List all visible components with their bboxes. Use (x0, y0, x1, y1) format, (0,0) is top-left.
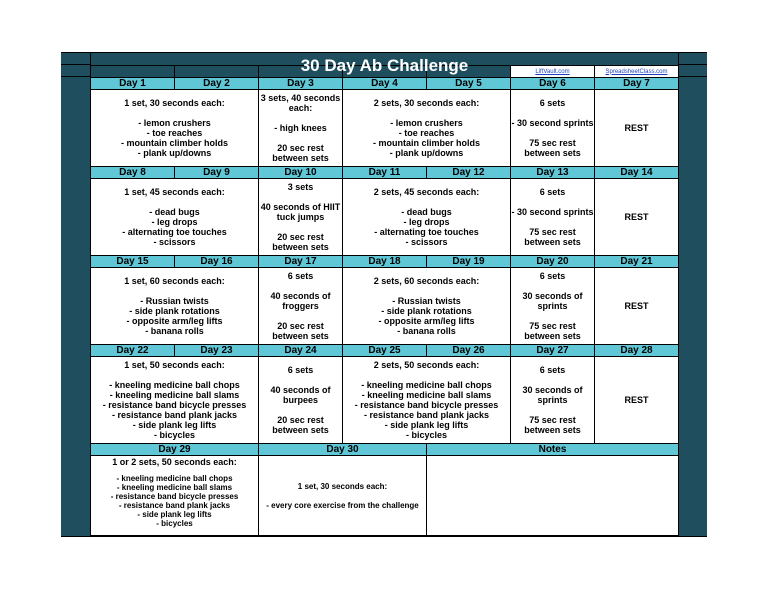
margin-gridline (678, 76, 707, 77)
exercise: - resistance band bicycle presses (110, 492, 239, 501)
liftvault-link[interactable]: LiftVault.com (535, 68, 570, 75)
sprint-cell (511, 90, 595, 167)
day-header: Day 29 (91, 444, 259, 456)
hiit-exercise: 40 seconds of burpees (270, 385, 331, 405)
rest-cell: REST (595, 179, 679, 256)
day-header: Day 24 (259, 345, 343, 357)
link-cell (511, 66, 595, 78)
notes-area[interactable] (427, 456, 679, 536)
day-header: Day 4 (343, 78, 427, 90)
margin-gridline (61, 76, 90, 77)
hiit-rest: 20 sec rest between sets (272, 232, 329, 252)
exercise: - bicycles (156, 519, 193, 528)
exercise: - lemon crushers (390, 118, 463, 128)
day-header: Day 15 (91, 256, 175, 268)
day-header: Day 14 (595, 167, 679, 179)
exercise: - plank up/downs (137, 148, 212, 158)
workout-cell (91, 179, 259, 256)
workout-intro: 1 set, 30 seconds each: (297, 481, 388, 491)
right-margin-band (678, 52, 707, 536)
workout-cell (343, 357, 511, 444)
notes-header: Notes (427, 444, 679, 456)
rest-cell: REST (595, 268, 679, 345)
hiit-cell (259, 268, 343, 345)
hiit-rest: 20 sec rest between sets (272, 321, 329, 341)
day-header: Day 20 (511, 256, 595, 268)
sprint-sets: 6 sets (539, 365, 566, 375)
exercise: - kneeling medicine ball slams (116, 483, 233, 492)
sprint-rest: 75 sec rest between sets (524, 321, 581, 341)
hiit-cell (259, 179, 343, 256)
exercise: - kneeling medicine ball chops (361, 380, 492, 390)
day-header: Day 18 (343, 256, 427, 268)
left-margin-band (61, 52, 90, 536)
exercise: - scissors (405, 237, 448, 247)
day-header: Day 1 (91, 78, 175, 90)
hiit-sets: 3 sets, 40 seconds each: (260, 93, 341, 113)
challenge-table (90, 52, 679, 536)
workout-cell (343, 268, 511, 345)
sprint-exercise: 30 seconds of sprints (522, 291, 583, 311)
day-header: Day 2 (175, 78, 259, 90)
day-header: Day 22 (91, 345, 175, 357)
exercise: - resistance band plank jacks (111, 410, 238, 420)
hiit-cell (259, 357, 343, 444)
rest-cell: REST (595, 90, 679, 167)
bottom-border (61, 536, 707, 537)
workout-cell (343, 179, 511, 256)
day-header: Day 8 (91, 167, 175, 179)
exercise: - resistance band bicycle presses (102, 400, 247, 410)
hiit-exercise: - high knees (274, 123, 327, 133)
exercise: - leg drops (151, 217, 198, 227)
day-header: Day 26 (427, 345, 511, 357)
exercise: - banana rolls (397, 326, 456, 336)
hiit-cell (259, 90, 343, 167)
link-cell (595, 66, 679, 78)
title-cell (91, 53, 679, 66)
workout-cell (91, 90, 259, 167)
sprint-exercise: 30 seconds of sprints (522, 385, 583, 405)
hiit-rest: 20 sec rest between sets (272, 415, 329, 435)
exercise: - side plank leg lifts (384, 420, 469, 430)
exercise: - kneeling medicine ball slams (361, 390, 492, 400)
exercise: - banana rolls (145, 326, 204, 336)
hiit-sets: 6 sets (287, 365, 314, 375)
hiit-sets: 6 sets (287, 271, 314, 281)
day-header: Day 23 (175, 345, 259, 357)
exercise: - bicycles (153, 430, 196, 440)
exercise: - every core exercise from the challenge (266, 500, 419, 510)
day-header: Day 30 (259, 444, 427, 456)
workout-cell (91, 357, 259, 444)
workout-cell (91, 268, 259, 345)
day-header: Day 9 (175, 167, 259, 179)
hiit-rest: 20 sec rest between sets (272, 143, 329, 163)
sprint-cell (511, 179, 595, 256)
hiit-sets: 3 sets (287, 182, 314, 192)
exercise: - kneeling medicine ball chops (116, 474, 233, 483)
rest-cell: REST (595, 357, 679, 444)
sprint-rest: 75 sec rest between sets (524, 227, 581, 247)
sprint-rest: 75 sec rest between sets (524, 415, 581, 435)
sprint-cell (511, 268, 595, 345)
exercise: - dead bugs (401, 207, 452, 217)
hiit-exercise: 40 seconds of froggers (270, 291, 331, 311)
exercise: - opposite arm/leg lifts (126, 316, 223, 326)
exercise: - resistance band bicycle presses (354, 400, 499, 410)
sprint-sets: 6 sets (539, 187, 566, 197)
day-header: Day 17 (259, 256, 343, 268)
exercise: - Russian twists (140, 296, 209, 306)
exercise: - kneeling medicine ball slams (109, 390, 240, 400)
day-header: Day 28 (595, 345, 679, 357)
day-header: Day 13 (511, 167, 595, 179)
sprint-exercise: - 30 second sprints (511, 118, 594, 128)
margin-gridline (678, 64, 707, 65)
workout-intro: 1 set, 50 seconds each: (124, 360, 225, 370)
workout-intro: 1 set, 30 seconds each: (124, 98, 225, 108)
workout-intro: 1 or 2 sets, 50 seconds each: (112, 457, 237, 467)
exercise: - side plank rotations (381, 306, 472, 316)
day-header: Day 12 (427, 167, 511, 179)
sprint-rest: 75 sec rest between sets (524, 138, 581, 158)
sprint-sets: 6 sets (539, 271, 566, 281)
day-header: Day 25 (343, 345, 427, 357)
exercise: - bicycles (405, 430, 448, 440)
exercise: - opposite arm/leg lifts (378, 316, 475, 326)
exercise: - toe reaches (146, 128, 203, 138)
day-header: Day 19 (427, 256, 511, 268)
workout-intro: 1 set, 60 seconds each: (124, 276, 225, 286)
day-header: Day 21 (595, 256, 679, 268)
day-header: Day 10 (259, 167, 343, 179)
day-header: Day 7 (595, 78, 679, 90)
day-header: Day 27 (511, 345, 595, 357)
exercise: - side plank leg lifts (137, 510, 212, 519)
day-header: Day 3 (259, 78, 343, 90)
exercise: - leg drops (403, 217, 450, 227)
workout-intro: 1 set, 45 seconds each: (124, 187, 225, 197)
exercise: - resistance band plank jacks (363, 410, 490, 420)
exercise: - lemon crushers (138, 118, 211, 128)
day-header: Day 16 (175, 256, 259, 268)
exercise: - alternating toe touches (122, 227, 227, 237)
exercise: - Russian twists (392, 296, 461, 306)
day-header: Day 5 (427, 78, 511, 90)
exercise: - mountain climber holds (120, 138, 228, 148)
exercise: - side plank rotations (129, 306, 220, 316)
exercise: - side plank leg lifts (132, 420, 217, 430)
exercise: - resistance band plank jacks (118, 501, 231, 510)
spreadsheetclass-link[interactable]: SpreadsheetClass.com (605, 68, 668, 75)
exercise: - scissors (153, 237, 196, 247)
blank-cell (175, 66, 259, 78)
exercise: - toe reaches (398, 128, 455, 138)
sprint-sets: 6 sets (539, 98, 566, 108)
exercise: - kneeling medicine ball chops (109, 380, 240, 390)
page-title (91, 53, 678, 65)
blank-cell (91, 66, 175, 78)
sprint-exercise: - 30 second sprints (511, 207, 594, 217)
day-header: Day 11 (343, 167, 427, 179)
workout-intro: 2 sets, 45 seconds each: (373, 187, 480, 197)
workout-intro: 2 sets, 30 seconds each: (373, 98, 480, 108)
workout-intro: 2 sets, 50 seconds each: (373, 360, 480, 370)
day-header: Day 6 (511, 78, 595, 90)
workout-cell (343, 90, 511, 167)
exercise: - dead bugs (149, 207, 200, 217)
day30-cell (259, 456, 427, 536)
sprint-cell (511, 357, 595, 444)
hiit-exercise: 40 seconds of HIIT tuck jumps (260, 202, 341, 222)
exercise: - plank up/downs (389, 148, 464, 158)
exercise: - mountain climber holds (372, 138, 480, 148)
workout-intro: 2 sets, 60 seconds each: (373, 276, 480, 286)
workout-cell (91, 456, 259, 536)
exercise: - alternating toe touches (374, 227, 479, 237)
margin-gridline (61, 64, 90, 65)
